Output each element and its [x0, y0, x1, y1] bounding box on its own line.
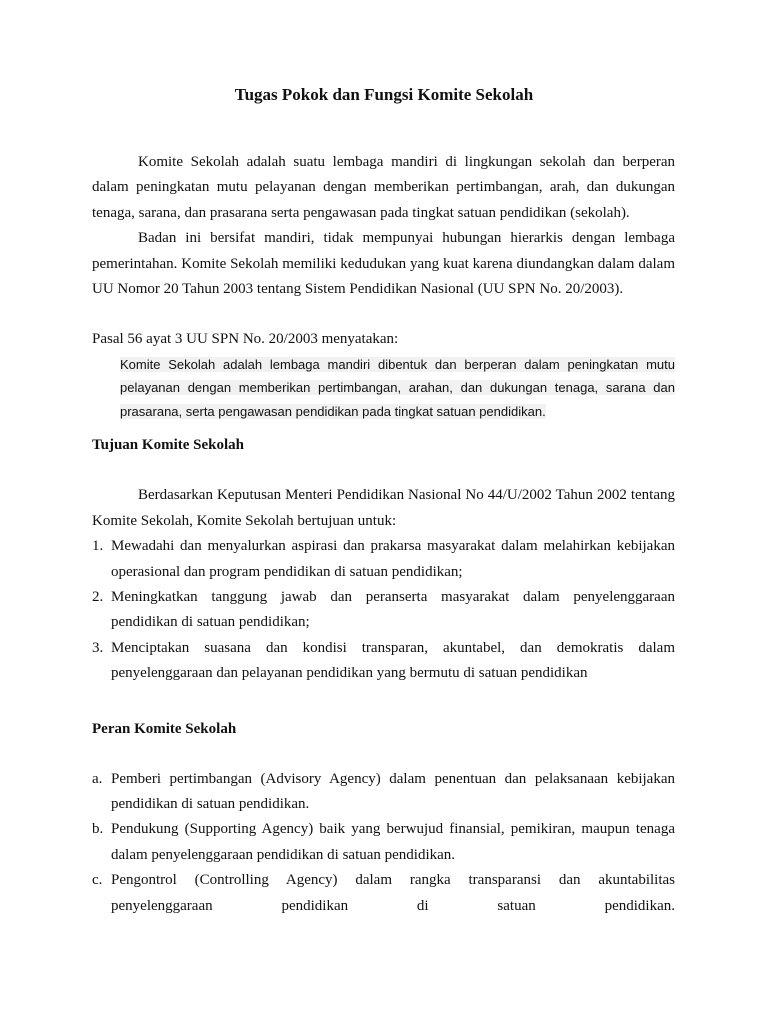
peran-list [92, 767, 675, 919]
page-title: Tugas Pokok dan Fungsi Komite Sekolah [234, 85, 534, 104]
pasal-quote-text: Komite Sekolah adalah lembaga mandiri dibentuk dan berperan dalam peningkatan mutu pelayanan dengan memberikan pertimbangan, arahan, dan dukungan tenaga, sarana dan prasarana, serta pengawasan pendidikan pada tingkat satuan pendidikan. [120, 356, 675, 419]
tujuan-list [92, 534, 675, 686]
list-item [92, 817, 675, 868]
list-marker: 2. [92, 588, 104, 605]
intro-paragraph-1: Komite Sekolah adalah suatu lembaga mandiri di lingkungan sekolah dan berperan dalam peningkatan mutu pelayanan dengan memberikan pertimbangan, arah, dan dukungan tenaga, sarana, dan prasarana serta pengawasan pada tingkat satuan pendidikan (sekolah). [92, 154, 675, 221]
document-body [92, 150, 675, 919]
list-item [92, 868, 675, 919]
pasal-quote [120, 353, 675, 424]
list-item [92, 585, 675, 636]
list-item-text: Menciptakan suasana dan kondisi transparan, akuntabel, dan demokratis dalam penyelenggaraan dan pelayanan pendidikan yang bermutu di satuan pendidikan [111, 639, 675, 682]
list-marker: 1. [92, 538, 104, 555]
list-item-text: Meningkatkan tanggung jawab dan peranserta masyarakat dalam penyelenggaraan pendidikan di satuan pendidikan; [111, 588, 675, 631]
peran-heading: Peran Komite Sekolah [92, 720, 237, 737]
list-item-text: Pemberi pertimbangan (Advisory Agency) dalam penentuan dan pelaksanaan kebijakan pendidikan di satuan pendidikan. [111, 770, 675, 812]
list-item [92, 636, 675, 687]
list-item [92, 767, 675, 818]
list-item [92, 534, 675, 585]
list-marker: c. [92, 872, 103, 889]
intro-paragraph-2: Badan ini bersifat mandiri, tidak mempunyai hubungan hierarkis dengan lembaga pemerintahan. Komite Sekolah memiliki kedudukan yang kuat karena diundangkan dalam dalam UU Nomor 20 Tahun 2003 tentang Sistem Pendidikan Nasional (UU SPN No. 20/2003). [92, 230, 675, 298]
tujuan-heading: Tujuan Komite Sekolah [92, 437, 244, 454]
tujuan-intro: Berdasarkan Keputusan Menteri Pendidikan Nasional No 44/U/2002 Tahun 2002 tentang Komite Sekolah, Komite Sekolah bertujuan untuk: [92, 487, 675, 529]
list-item-text: Pendukung (Supporting Agency) baik yang berwujud finansial, pemikiran, maupun tenaga dalam penyelenggaraan pendidikan di satuan pendidikan. [111, 821, 675, 863]
pasal-lead: Pasal 56 ayat 3 UU SPN No. 20/2003 menyatakan: [92, 331, 399, 348]
list-marker: a. [92, 770, 103, 787]
list-marker: 3. [92, 639, 104, 656]
list-marker: b. [92, 821, 104, 838]
list-item-text: Pengontrol (Controlling Agency) dalam rangka transparansi dan akuntabilitas penyelenggaraan pendidikan di satuan pendidikan. [111, 872, 675, 914]
list-item-text: Mewadahi dan menyalurkan aspirasi dan prakarsa masyarakat dalam melahirkan kebijakan operasional dan program pendidikan di satuan pendidikan; [111, 538, 675, 580]
